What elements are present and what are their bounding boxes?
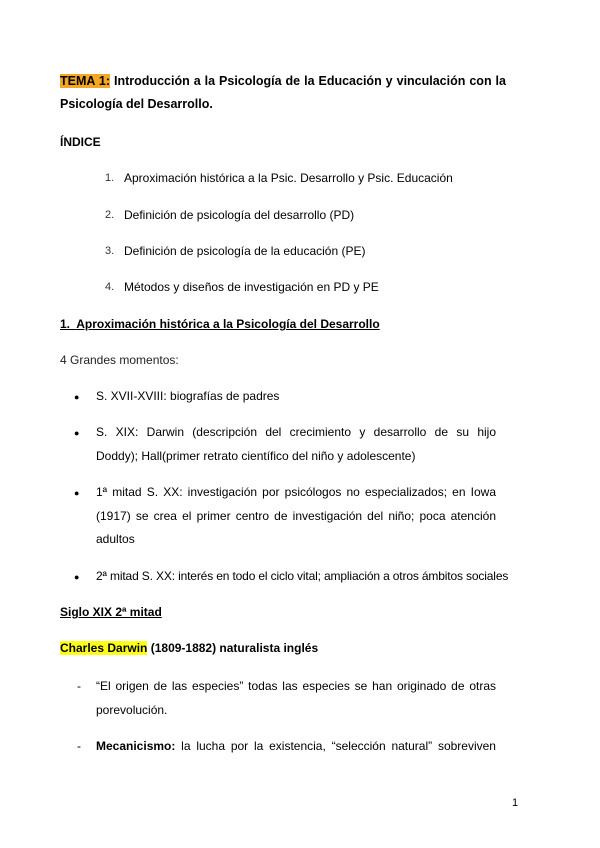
index-number: 1.: [105, 172, 115, 184]
title-line-1: [60, 74, 506, 88]
darwin-name: Charles Darwin: [60, 641, 148, 655]
bullet-icon: ●: [74, 428, 80, 438]
bullet-item: 2ª mitad S. XX: interés en todo el ciclo vital; ampliación a otros ámbitos sociales: [96, 569, 509, 583]
bullet-icon: ●: [74, 392, 80, 402]
dash-item: “El origen de las especies” todas las especies se han originado de otras: [96, 679, 496, 693]
bullet-icon: ●: [74, 572, 80, 582]
section-number: 1.: [60, 317, 71, 331]
dash-icon: -: [77, 739, 81, 753]
section-intro: 4 Grandes momentos:: [60, 353, 179, 367]
dash-item: [96, 739, 496, 753]
index-item: Métodos y diseños de investigación en PD y PE: [124, 280, 379, 294]
title-text: Introducción a la Psicología de la Educación y vinculación con la: [114, 74, 506, 88]
bullet-item-cont: (1917) se crea el primer centro de investigación del niño; poca atención: [96, 509, 496, 523]
title-label: TEMA 1:: [60, 74, 111, 88]
dash-icon: -: [77, 679, 81, 693]
index-number: 2.: [105, 209, 115, 221]
bullet-item: 1ª mitad S. XX: investigación por psicólogos no especializados; en Iowa: [96, 485, 496, 499]
subsection-heading: Siglo XIX 2ª mitad: [60, 605, 162, 619]
dash-item-cont: porevolución.: [96, 703, 168, 717]
bullet-item-cont: adultos: [96, 532, 135, 546]
index-number: 3.: [105, 245, 115, 257]
bullet-icon: ●: [74, 488, 80, 498]
index-item: Aproximación histórica a la Psic. Desarrollo y Psic. Educación: [124, 171, 453, 185]
section-heading: [60, 317, 380, 331]
section-title: Aproximación histórica a la Psicología del Desarrollo: [76, 317, 380, 331]
dash-item-bold: Mecanicismo:: [96, 739, 176, 753]
index-number: 4.: [105, 281, 115, 293]
bullet-item: S. XVII-XVIII: biografías de padres: [96, 389, 280, 403]
index-item: Definición de psicología del desarrollo (PD): [124, 208, 355, 222]
index-heading: ÍNDICE: [60, 135, 101, 149]
index-item: Definición de psicología de la educación (PE): [124, 244, 366, 258]
darwin-line: [60, 641, 318, 655]
bullet-item-cont: Doddy); Hall(primer retrato científico del niño y adolescente): [96, 449, 416, 463]
dash-item-text: la lucha por la existencia, “selección natural” sobreviven: [181, 739, 496, 753]
bullet-item: S. XIX: Darwin (descripción del crecimiento y desarrollo de su hijo: [96, 425, 496, 439]
title-line-2: Psicología del Desarrollo.: [60, 97, 213, 111]
page-number: 1: [512, 797, 519, 809]
darwin-details: (1809-1882) naturalista inglés: [150, 641, 319, 655]
